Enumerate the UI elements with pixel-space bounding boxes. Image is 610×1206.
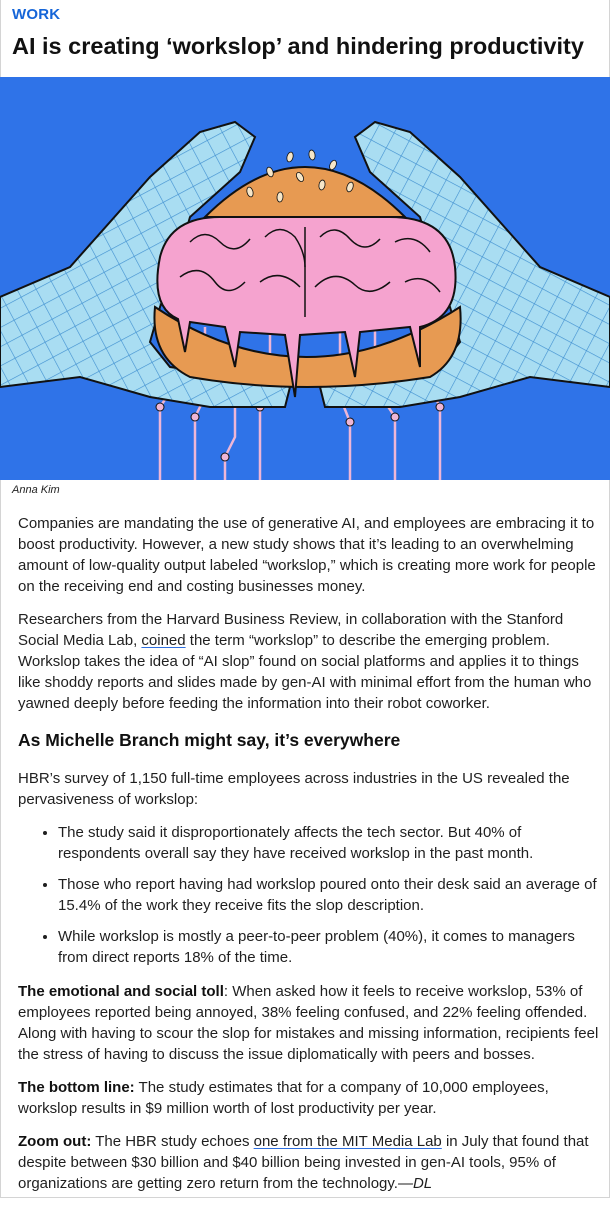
toll-lead: The emotional and social toll [18,983,224,1000]
paragraph-toll [18,981,600,1065]
article-body [18,513,600,1206]
hero-illustration [0,77,610,480]
coined-link[interactable]: coined [141,632,186,649]
image-credit: Anna Kim [12,484,60,496]
list-item: • While workslop is mostly a peer-to-peer problem (40%), it comes to managers from direct reports 18% of the time. [58,926,600,968]
section-subhead: As Michelle Branch might say, it’s everywhere [18,730,401,750]
list-item: • The study said it disproportionately affects the tech sector. But 40% of respondents overall say they have received workslop in the past month. [58,822,600,864]
paragraph-survey: HBR’s survey of 1,150 full-time employees across industries in the US revealed the pervasiveness of workslop: [18,770,570,808]
paragraph-researchers-text-2: the term “workslop” to describe the emerging problem. Workslop takes the idea of “AI slop” found on social platforms and applies it to things like shoddy reports and slides made by gen-AI with minimal effort from the human who yawned deeply before feeding the information into their robot coworker. [18,632,592,712]
bottom-line-text: The study estimates that for a company of 10,000 employees, workslop results in $9 million worth of lost productivity per year. [18,1079,549,1117]
findings-list [18,822,600,968]
section-kicker[interactable]: WORK [12,6,61,23]
paragraph-intro: Companies are mandating the use of generative AI, and employees are embracing it to boost productivity. However, a new study shows that it’s leading to an overwhelming amount of low-quality output labeled “workslop,” which is creating more work for people on the receiving end and costing businesses money. [18,515,596,595]
zoom-out-text-2: in July that found that despite between $30 billion and $40 billion being invested in gen-AI tools, 95% of organizations are getting zero return from the technology. [18,1133,589,1192]
zoom-out-text-1: The HBR study echoes [91,1133,254,1150]
author-signature: —DL [397,1175,433,1192]
mit-media-lab-link[interactable]: one from the MIT Media Lab [253,1133,442,1150]
zoom-out-lead: Zoom out: [18,1133,92,1150]
bottom-line-lead: The bottom line: [18,1079,135,1096]
article-headline: AI is creating ‘workslop’ and hindering productivity [12,33,584,59]
toll-text: : When asked how it feels to receive workslop, 53% of employees reported being annoyed, 38% feeling confused, and 22% feeling offended. Along with having to scour the slop for mistakes and missing information, recipients feel the stress of having to discuss the issue diplomatically with peers and bosses. [18,983,599,1063]
paragraph-zoom-out [18,1131,600,1194]
list-item: • Those who report having had workslop poured onto their desk said an average of 15.4% of the work they receive fits the slop description. [58,874,600,916]
paragraph-bottom-line [18,1077,600,1119]
paragraph-researchers-text-1: Researchers from the Harvard Business Review, in collaboration with the Stanford Social Media Lab, [18,611,564,649]
paragraph-researchers [18,609,600,714]
